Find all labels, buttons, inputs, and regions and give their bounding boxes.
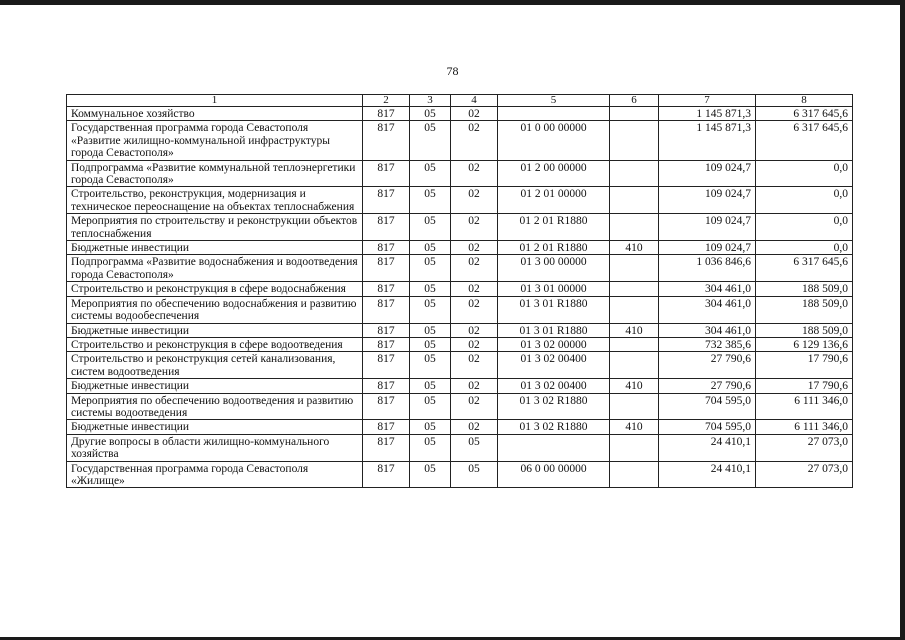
amount-year2-cell: 6 129 136,6 [756,337,853,351]
target-article-cell: 01 2 01 00000 [498,187,610,214]
ministry-code-cell: 817 [363,434,410,461]
table-header [67,95,853,107]
ministry-code-cell: 817 [363,323,410,337]
section-code-cell: 05 [410,393,451,420]
amount-year2-cell: 6 317 645,6 [756,107,853,121]
target-article-cell: 01 3 01 R1880 [498,296,610,323]
row-name-cell: Мероприятия по обеспечению водоотведения и развитию системы водоотведения [67,393,363,420]
amount-year1-cell: 109 024,7 [659,241,756,255]
ministry-code-cell: 817 [363,282,410,296]
expense-type-cell [610,434,659,461]
header-row [67,95,853,107]
ministry-code-cell: 817 [363,393,410,420]
table-row [67,121,853,160]
amount-year2-cell: 188 509,0 [756,323,853,337]
column-header: 4 [451,95,498,107]
subsection-code-cell: 02 [451,393,498,420]
row-name-cell: Мероприятия по строительству и реконструкции объектов теплоснабжения [67,214,363,241]
page-number: 78 [446,64,459,78]
expense-type-cell [610,282,659,296]
subsection-code-cell: 05 [451,461,498,488]
target-article-cell: 01 3 00 00000 [498,255,610,282]
expense-type-cell: 410 [610,323,659,337]
scan-border-right [900,0,905,640]
subsection-code-cell: 02 [451,214,498,241]
amount-year1-cell: 732 385,6 [659,337,756,351]
row-name-cell: Подпрограмма «Развитие водоснабжения и водоотведения города Севастополя» [67,255,363,282]
amount-year2-cell: 6 317 645,6 [756,255,853,282]
target-article-cell: 01 3 02 00400 [498,352,610,379]
expense-type-cell [610,337,659,351]
subsection-code-cell: 02 [451,379,498,393]
column-header: 2 [363,95,410,107]
amount-year2-cell: 6 111 346,0 [756,420,853,434]
amount-year1-cell: 1 036 846,6 [659,255,756,282]
subsection-code-cell: 05 [451,434,498,461]
table-row [67,352,853,379]
row-name-cell: Коммунальное хозяйство [67,107,363,121]
table-row [67,323,853,337]
ministry-code-cell: 817 [363,296,410,323]
amount-year2-cell: 0,0 [756,214,853,241]
column-header: 6 [610,95,659,107]
amount-year1-cell: 304 461,0 [659,282,756,296]
amount-year1-cell: 704 595,0 [659,420,756,434]
amount-year1-cell: 24 410,1 [659,461,756,488]
row-name-cell: Бюджетные инвестиции [67,379,363,393]
row-name-cell: Мероприятия по обеспечению водоснабжения и развитию системы водообеспечения [67,296,363,323]
section-code-cell: 05 [410,255,451,282]
expense-type-cell [610,214,659,241]
subsection-code-cell: 02 [451,282,498,296]
table-row [67,255,853,282]
target-article-cell: 01 3 02 00000 [498,337,610,351]
section-code-cell: 05 [410,214,451,241]
ministry-code-cell: 817 [363,187,410,214]
amount-year1-cell: 27 790,6 [659,379,756,393]
row-name-cell: Другие вопросы в области жилищно-коммунального хозяйства [67,434,363,461]
row-name-cell: Государственная программа города Севастополя «Развитие жилищно-коммунальной инфраструктуры города Севастополя» [67,121,363,160]
row-name-cell: Бюджетные инвестиции [67,420,363,434]
amount-year2-cell: 17 790,6 [756,352,853,379]
row-name-cell: Строительство и реконструкция в сфере водоснабжения [67,282,363,296]
ministry-code-cell: 817 [363,337,410,351]
amount-year2-cell: 17 790,6 [756,379,853,393]
table-row [67,461,853,488]
target-article-cell: 01 3 02 R1880 [498,393,610,420]
ministry-code-cell: 817 [363,352,410,379]
amount-year1-cell: 304 461,0 [659,323,756,337]
ministry-code-cell: 817 [363,160,410,187]
ministry-code-cell: 817 [363,241,410,255]
section-code-cell: 05 [410,241,451,255]
subsection-code-cell: 02 [451,187,498,214]
amount-year2-cell: 0,0 [756,160,853,187]
row-name-cell: Строительство и реконструкция сетей канализования, систем водоотведения [67,352,363,379]
section-code-cell: 05 [410,420,451,434]
amount-year1-cell: 1 145 871,3 [659,121,756,160]
amount-year2-cell: 188 509,0 [756,282,853,296]
target-article-cell [498,434,610,461]
row-name-cell: Бюджетные инвестиции [67,323,363,337]
amount-year2-cell: 27 073,0 [756,461,853,488]
ministry-code-cell: 817 [363,121,410,160]
amount-year2-cell: 0,0 [756,187,853,214]
section-code-cell: 05 [410,187,451,214]
table-row [67,107,853,121]
expense-type-cell [610,187,659,214]
subsection-code-cell: 02 [451,241,498,255]
expense-type-cell: 410 [610,241,659,255]
expense-type-cell [610,296,659,323]
table-row [67,393,853,420]
target-article-cell: 01 0 00 00000 [498,121,610,160]
subsection-code-cell: 02 [451,121,498,160]
subsection-code-cell: 02 [451,323,498,337]
subsection-code-cell: 02 [451,107,498,121]
section-code-cell: 05 [410,121,451,160]
expense-type-cell: 410 [610,379,659,393]
table-row [67,337,853,351]
ministry-code-cell: 817 [363,420,410,434]
table-row [67,420,853,434]
row-name-cell: Строительство, реконструкция, модернизация и техническое переоснащение на объектах теплоснабжения [67,187,363,214]
section-code-cell: 05 [410,160,451,187]
row-name-cell: Подпрограмма «Развитие коммунальной теплоэнергетики города Севастополя» [67,160,363,187]
subsection-code-cell: 02 [451,420,498,434]
column-header: 5 [498,95,610,107]
target-article-cell: 01 2 01 R1880 [498,241,610,255]
section-code-cell: 05 [410,282,451,296]
amount-year2-cell: 6 317 645,6 [756,121,853,160]
subsection-code-cell: 02 [451,337,498,351]
row-name-cell: Государственная программа города Севастополя «Жилище» [67,461,363,488]
section-code-cell: 05 [410,352,451,379]
budget-table [66,94,853,488]
table-row [67,187,853,214]
target-article-cell: 01 3 02 00400 [498,379,610,393]
table-row [67,160,853,187]
expense-type-cell [610,352,659,379]
subsection-code-cell: 02 [451,296,498,323]
section-code-cell: 05 [410,461,451,488]
subsection-code-cell: 02 [451,255,498,282]
section-code-cell: 05 [410,379,451,393]
column-header: 1 [67,95,363,107]
table-row [67,296,853,323]
target-article-cell: 01 2 01 R1880 [498,214,610,241]
target-article-cell: 06 0 00 00000 [498,461,610,488]
table-row [67,379,853,393]
amount-year2-cell: 0,0 [756,241,853,255]
amount-year1-cell: 109 024,7 [659,214,756,241]
scan-border-top [0,0,905,5]
row-name-cell: Бюджетные инвестиции [67,241,363,255]
amount-year1-cell: 304 461,0 [659,296,756,323]
amount-year2-cell: 6 111 346,0 [756,393,853,420]
target-article-cell: 01 3 01 R1880 [498,323,610,337]
expense-type-cell [610,461,659,488]
target-article-cell: 01 3 01 00000 [498,282,610,296]
section-code-cell: 05 [410,296,451,323]
target-article-cell: 01 2 00 00000 [498,160,610,187]
subsection-code-cell: 02 [451,352,498,379]
column-header: 3 [410,95,451,107]
expense-type-cell [610,121,659,160]
amount-year1-cell: 24 410,1 [659,434,756,461]
amount-year1-cell: 27 790,6 [659,352,756,379]
section-code-cell: 05 [410,107,451,121]
ministry-code-cell: 817 [363,107,410,121]
table-body [67,107,853,488]
section-code-cell: 05 [410,323,451,337]
table-row [67,214,853,241]
amount-year1-cell: 109 024,7 [659,187,756,214]
row-name-cell: Строительство и реконструкция в сфере водоотведения [67,337,363,351]
column-header: 7 [659,95,756,107]
ministry-code-cell: 817 [363,214,410,241]
section-code-cell: 05 [410,434,451,461]
expense-type-cell [610,160,659,187]
amount-year1-cell: 1 145 871,3 [659,107,756,121]
expense-type-cell [610,255,659,282]
expense-type-cell: 410 [610,420,659,434]
subsection-code-cell: 02 [451,160,498,187]
target-article-cell: 01 3 02 R1880 [498,420,610,434]
target-article-cell [498,107,610,121]
table-row [67,434,853,461]
column-header: 8 [756,95,853,107]
expense-type-cell [610,107,659,121]
section-code-cell: 05 [410,337,451,351]
ministry-code-cell: 817 [363,255,410,282]
expense-type-cell [610,393,659,420]
amount-year2-cell: 27 073,0 [756,434,853,461]
ministry-code-cell: 817 [363,379,410,393]
table-row [67,282,853,296]
table-row [67,241,853,255]
amount-year1-cell: 704 595,0 [659,393,756,420]
amount-year2-cell: 188 509,0 [756,296,853,323]
amount-year1-cell: 109 024,7 [659,160,756,187]
ministry-code-cell: 817 [363,461,410,488]
